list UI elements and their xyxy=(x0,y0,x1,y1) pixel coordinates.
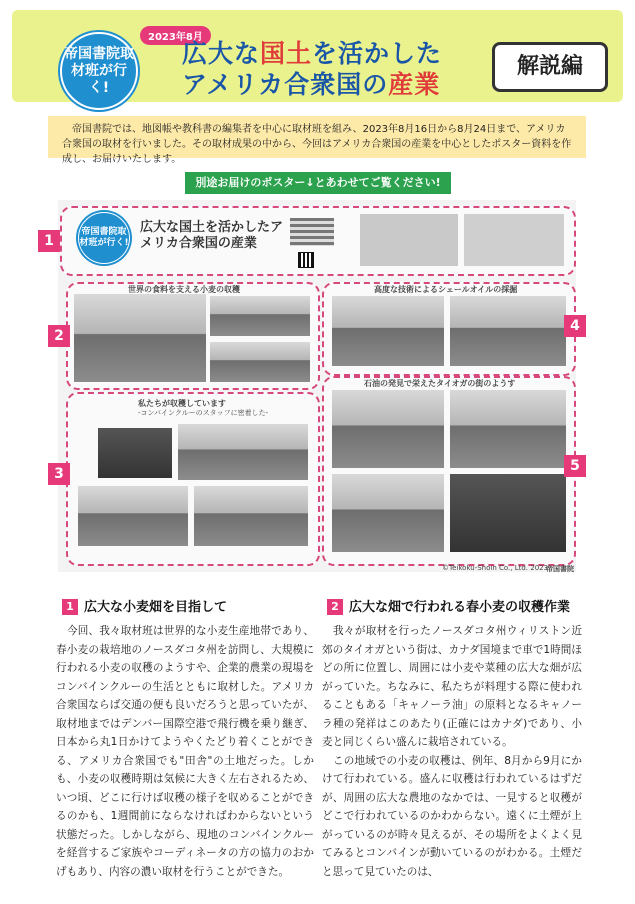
poster-title: 広大な国土を活かしたアメリカ合衆国の産業 xyxy=(140,220,284,251)
poster-number: 5 xyxy=(564,455,586,477)
poster-section-2 xyxy=(66,282,320,390)
oil-tank-photo xyxy=(450,296,566,366)
guide-label: 解説編 xyxy=(492,42,608,92)
trailer-photo xyxy=(78,486,188,546)
title-part: を活かした xyxy=(312,39,443,68)
team-badge: 帝国書院取材班が行く! xyxy=(60,32,138,110)
title-part: 国土 xyxy=(260,39,313,68)
oil-field-photo xyxy=(332,296,444,366)
grain-silo-photo xyxy=(210,342,310,382)
section-heading-1 xyxy=(62,596,227,615)
intro-text: 帝国書院では、地図帳や教科書の編集者を中心に取材班を組み、2023年8月16日から8月24日まで、アメリカ合衆国の取材を行いました。その取材成果の中から、今回はアメリカ合衆国の産業を中心としたポスター資料を作成し、お届けいたします。 xyxy=(48,116,586,158)
poster-credit: ©Teikoku-Shoin Co., Ltd. 2023 xyxy=(442,564,549,572)
combine-photo xyxy=(178,424,308,480)
restaurant-photo xyxy=(450,474,566,552)
wheat-field-photo xyxy=(74,294,206,382)
section-title: 広大な畑で行われる春小麦の収穫作業 xyxy=(349,600,571,615)
map-image xyxy=(464,214,564,266)
title-part: 産業 xyxy=(388,70,441,99)
section-caption: 高度な技術によるシェールオイルの採掘 xyxy=(374,285,518,294)
section-subcaption: -コンバインクルーのスタッフに密着した- xyxy=(138,409,269,417)
town-photo xyxy=(332,474,444,552)
section-caption: 私たちが収穫しています xyxy=(138,399,226,408)
paragraph: この地域での小麦の収穫は、例年、8月から9月にかけて行われている。盛んに収穫は行われているはずだが、周囲の広大な農地のなかでは、一見すると収穫がどこで行われているのかわからない。遠くに土煙が上がっているのが時々見えるが、その場所をよくよく見てみるとコンバインが動いているのがわかる。土煙だと思って見ていたのは、 xyxy=(322,754,582,878)
poster-badge: 帝国書院取材班が行く! xyxy=(78,212,130,264)
poster-preview xyxy=(58,200,576,572)
poster-number: 1 xyxy=(38,230,60,252)
crew-photo xyxy=(194,486,308,546)
header-banner xyxy=(12,10,623,102)
us-flag-icon xyxy=(290,218,334,246)
poster-banner: 別途お届けのポスター↓とあわせてご覧ください! xyxy=(185,172,451,194)
title-part: アメリカ合衆国の xyxy=(182,70,389,99)
poster-number: 2 xyxy=(48,325,70,347)
title-part: 広大な xyxy=(182,39,261,68)
qr-code-icon xyxy=(298,252,314,268)
tioga-sign-photo xyxy=(450,390,566,468)
harvest-photo xyxy=(210,296,310,336)
paragraph: 今回、我々取材班は世界的な小麦生産地帯であり、春小麦の栽培地のノースダコタ州を訪問し、大規模に行われる小麦の収穫のようすや、企業的農業の現場をコンバインクルーの生活とともに取材した。アメリカ合衆国ならば交通の便も良いだろうと思っていたが、取材地まではデンバー国際空港で飛行機を乗り継ぎ、日本から丸1日かけてようやくたどり着くことができる、アメリカ合衆国でも"田舎"の土地だった。しかも、小麦の収穫時期は気候に大きく左右されるため、いつ頃、どこに行けば収穫の様子を収めることができるのかも、1週間前にならなければわからないという状態だった。しかしながら、現地のコンバインクルーを経営するご家族やコーディネータの方の協力のおかげもあり、内容の濃い取材を行うことができた。 xyxy=(56,625,314,878)
poster-section-5 xyxy=(322,376,576,566)
section-number: 2 xyxy=(327,599,343,615)
page-title xyxy=(182,38,442,100)
pump-jack-photo xyxy=(332,390,444,468)
poster-number: 4 xyxy=(564,315,586,337)
section-caption: 世界の食料を支える小麦の収穫 xyxy=(128,285,240,294)
section-body-1 xyxy=(56,622,314,881)
poster-section-1 xyxy=(60,206,576,276)
poster-number: 3 xyxy=(48,463,70,485)
poster-publisher: 帝国書院 xyxy=(546,565,574,573)
paragraph: 我々が取材を行ったノースダコタ州ウィリストン近郊のタイオガという街は、カナダ国境まで車で1時間ほどの所に位置し、周囲には小麦や菜種の広大な畑が広がっていた。ちなみに、私たちが料理する際に使われることもある「キャノーラ油」の原料となるキャノーラ種の発祥はこのあたり(正確にはカナダ)であり、小麦と同じくらい盛んに栽培されている。 xyxy=(322,625,582,748)
poster-section-3 xyxy=(66,392,320,566)
section-title: 広大な小麦畑を目指して xyxy=(84,600,228,615)
section-heading-2 xyxy=(327,596,570,615)
combine-monitor-photo xyxy=(98,428,172,478)
poster-section-4 xyxy=(322,282,576,376)
section-caption: 石油の発見で栄えたタイオガの街のようす xyxy=(364,379,516,388)
section-body-2 xyxy=(322,622,582,881)
map-image xyxy=(360,214,458,266)
section-number: 1 xyxy=(62,599,78,615)
date-label: 2023年8月 xyxy=(140,26,211,45)
